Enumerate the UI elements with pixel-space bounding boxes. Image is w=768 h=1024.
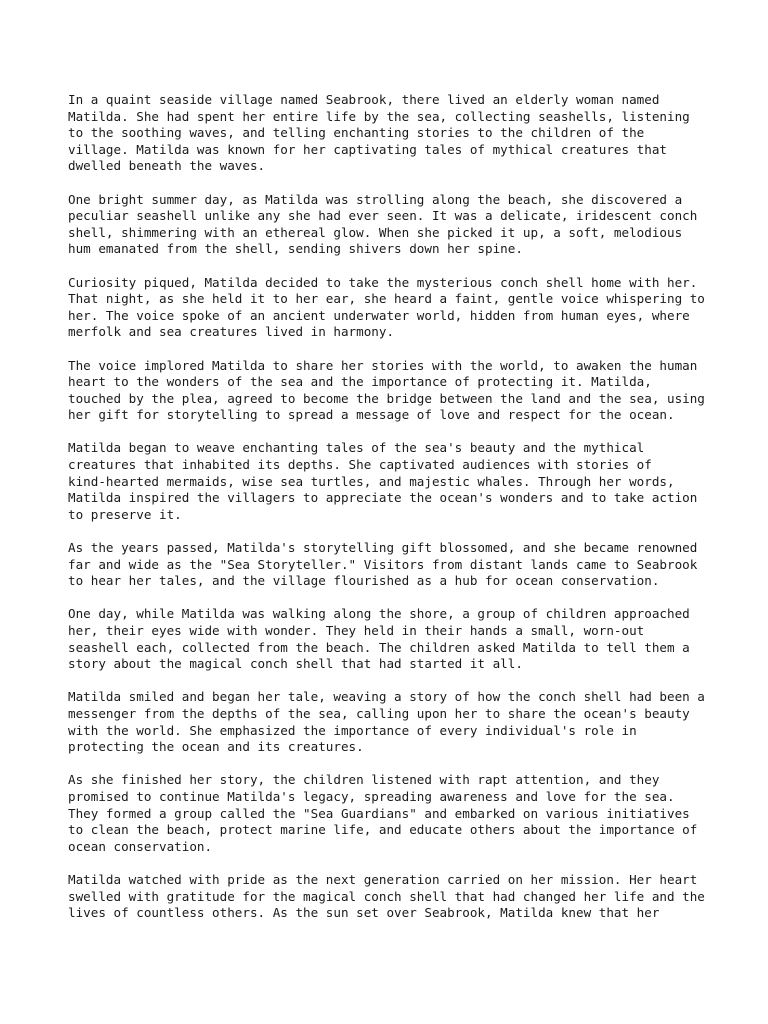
text-line: hum emanated from the shell, sending shivers down her spine. <box>68 241 523 257</box>
text-line: As the years passed, Matilda's storytelling gift blossomed, and she became renowned <box>68 540 698 556</box>
text-line: messenger from the depths of the sea, calling upon her to share the ocean's beauty <box>68 705 690 721</box>
paragraph <box>68 689 718 755</box>
paragraph <box>68 872 718 922</box>
text-line: Matilda. She had spent her entire life by the sea, collecting seashells, listening <box>68 108 690 124</box>
text-line: kind-hearted mermaids, wise sea turtles, and majestic whales. Through her words, <box>68 473 675 489</box>
text-line: Matilda inspired the villagers to appreciate the ocean's wonders and to take action <box>68 490 698 506</box>
text-line: Matilda watched with pride as the next generation carried on her mission. Her heart <box>68 871 698 887</box>
paragraph <box>68 358 718 424</box>
paragraph <box>68 192 718 258</box>
text-line: promised to continue Matilda's legacy, spreading awareness and love for the sea. <box>68 788 675 804</box>
text-line: peculiar seashell unlike any she had ever seen. It was a delicate, iridescent conch <box>68 208 698 224</box>
text-line: her gift for storytelling to spread a message of love and respect for the ocean. <box>68 407 675 423</box>
text-line: heart to the wonders of the sea and the importance of protecting it. Matilda, <box>68 374 652 390</box>
text-line: shell, shimmering with an ethereal glow. When she picked it up, a soft, melodious <box>68 224 683 240</box>
text-line: lives of countless others. As the sun set over Seabrook, Matilda knew that her <box>68 905 660 921</box>
text-line: The voice implored Matilda to share her stories with the world, to awaken the human <box>68 357 698 373</box>
text-line: That night, as she held it to her ear, she heard a faint, gentle voice whispering to <box>68 291 705 307</box>
text-line: Matilda began to weave enchanting tales of the sea's beauty and the mythical <box>68 440 645 456</box>
text-line: swelled with gratitude for the magical conch shell that had changed her life and the <box>68 888 705 904</box>
text-line: her, their eyes wide with wonder. They held in their hands a small, worn-out <box>68 623 645 638</box>
text-line: to hear her tales, and the village flourished as a hub for ocean conservation. <box>68 573 660 589</box>
text-line: creatures that inhabited its depths. She captivated audiences with stories of <box>68 457 652 473</box>
text-line: One bright summer day, as Matilda was strolling along the beach, she discovered a <box>68 191 683 207</box>
paragraph <box>68 606 718 672</box>
text-line: ocean conservation. <box>68 838 213 854</box>
paragraph <box>68 440 718 523</box>
text-line: dwelled beneath the waves. <box>68 158 266 174</box>
text-line: to clean the beach, protect marine life, and educate others about the importance of <box>68 822 698 838</box>
story-text <box>68 92 718 938</box>
paragraph <box>68 275 718 341</box>
text-line: to preserve it. <box>68 506 182 522</box>
text-line: seashell each, collected from the beach. The children asked Matilda to tell them a <box>68 639 690 655</box>
text-line: village. Matilda was known for her captivating tales of mythical creatures that <box>68 141 667 157</box>
text-line: One day, while Matilda was walking along the shore, a group of children approached <box>68 606 690 622</box>
text-line: with the world. She emphasized the importance of every individual's role in <box>68 722 637 738</box>
paragraph <box>68 540 718 590</box>
text-line: As she finished her story, the children listened with rapt attention, and they <box>68 772 660 788</box>
paragraph <box>68 772 718 855</box>
text-line: Curiosity piqued, Matilda decided to take the mysterious conch shell home with her. <box>68 274 698 290</box>
text-line: They formed a group called the "Sea Guardians" and embarked on various initiatives <box>68 805 690 821</box>
text-line: her. The voice spoke of an ancient underwater world, hidden from human eyes, where <box>68 307 690 323</box>
text-line: protecting the ocean and its creatures. <box>68 739 364 755</box>
text-line: to the soothing waves, and telling enchanting stories to the children of the <box>68 125 645 141</box>
text-line: In a quaint seaside village named Seabrook, there lived an elderly woman named <box>68 92 660 107</box>
text-line: touched by the plea, agreed to become the bridge between the land and the sea, using <box>68 390 705 406</box>
text-line: Matilda smiled and began her tale, weaving a story of how the conch shell had been a <box>68 689 705 705</box>
text-line: far and wide as the "Sea Storyteller." Visitors from distant lands came to Seabrook <box>68 556 698 572</box>
text-line: merfolk and sea creatures lived in harmony. <box>68 324 395 340</box>
paragraph <box>68 92 718 175</box>
text-line: story about the magical conch shell that had started it all. <box>68 656 523 672</box>
